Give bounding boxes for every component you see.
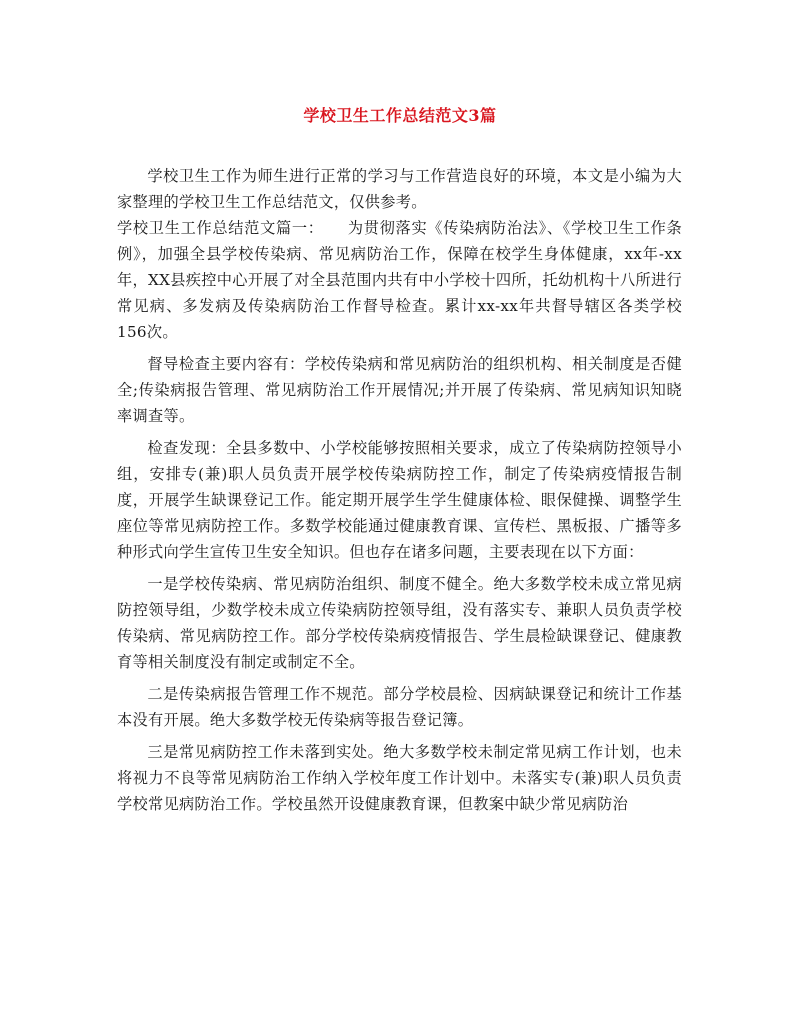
paragraph-inspection-content: 督导检查主要内容有：学校传染病和常见病防治的组织机构、相关制度是否健全;传染病报告管理、常见病防治工作开展情况;并开展了传染病、常见病知识知晓率调查等。 [117, 355, 682, 425]
document-title: 学校卫生工作总结范文3篇 [303, 106, 497, 125]
paragraph-article-one: 学校卫生工作总结范文篇一： 为贯彻落实《传染病防治法》、《学校卫生工作条例》，加强全县学校传染病、常见病防治工作，保障在校学生身体健康，xx年-xx年，XX县疾控中心开展了对全县范围内共有中小学校十四所，托幼机构十八所进行常见病、多发病及传染病防治工作督导检查。累计xx-xx年共督导辖区各类学校156次。 [117, 219, 682, 341]
paragraph-issue-one: 一是学校传染病、常见病防治组织、制度不健全。绝大多数学校未成立常见病防控领导组，少数学校未成立传染病防控领导组，没有落实专、兼职人员负责学校传染病、常见病防控工作。部分学校传染病疫情报告、学生晨检缺课登记、健康教育等相关制度没有制定或制定不全。 [117, 575, 682, 671]
document-body [117, 163, 682, 823]
paragraph-issue-three: 三是常见病防控工作未落到实处。绝大多数学校未制定常见病工作计划，也未将视力不良等常见病防治工作纳入学校年度工作计划中。未落实专(兼)职人员负责学校常见病防治工作。学校虽然开设健康教育课，但教案中缺少常见病防治 [117, 743, 682, 813]
paragraph-inspection-findings: 检查发现：全县多数中、小学校能够按照相关要求，成立了传染病防控领导小组，安排专(兼)职人员负责开展学校传染病防控工作，制定了传染病疫情报告制度，开展学生缺课登记工作。能定期开展学生学生健康体检、眼保健操、调整学生座位等常见病防控工作。多数学校能通过健康教育课、宣传栏、黑板报、广播等多种形式向学生宣传卫生安全知识。但也存在诸多问题，主要表现在以下方面： [117, 439, 682, 561]
paragraph-issue-two: 二是传染病报告管理工作不规范。部分学校晨检、因病缺课登记和统计工作基本没有开展。绝大多数学校无传染病等报告登记簿。 [117, 685, 682, 729]
paragraph-intro: 学校卫生工作为师生进行正常的学习与工作营造良好的环境，本文是小编为大家整理的学校卫生工作总结范文，仅供参考。 [117, 167, 682, 211]
